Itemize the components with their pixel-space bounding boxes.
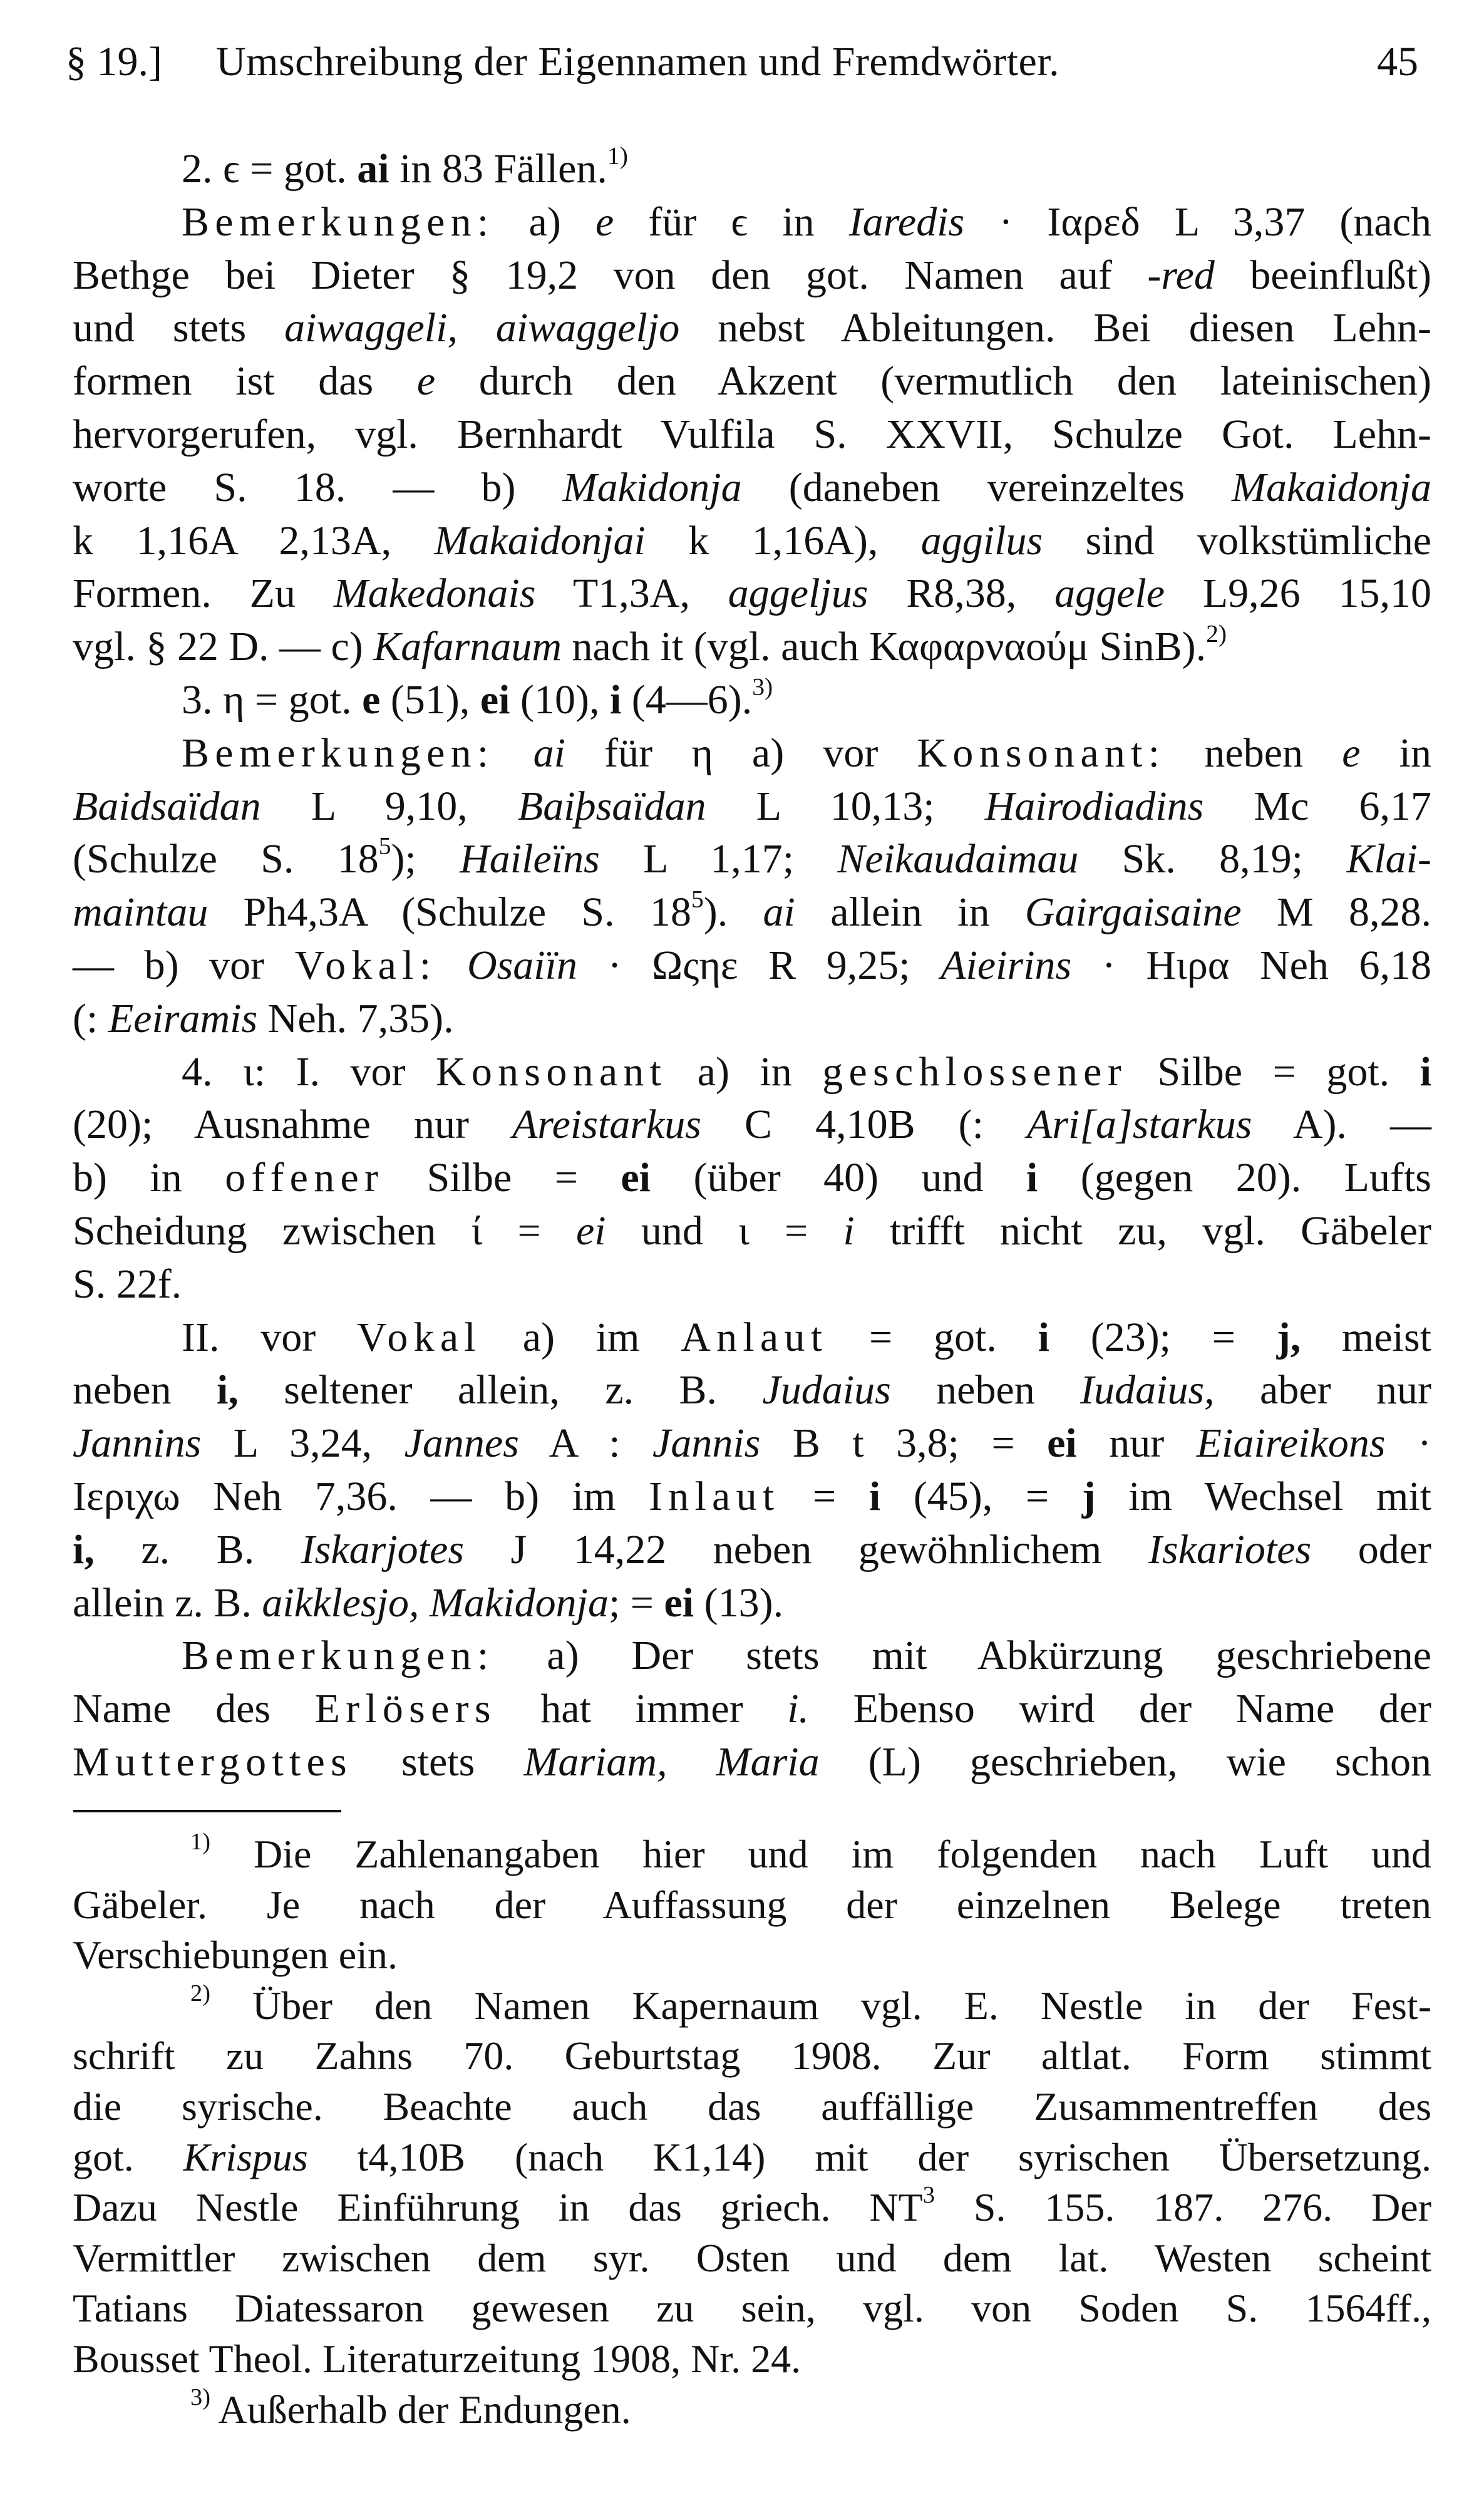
text-line [73, 249, 1431, 302]
footnote-line [73, 2132, 1431, 2183]
footnote-divider [73, 1810, 341, 1812]
text-run: im Wechsel mit [1095, 1473, 1431, 1519]
italic-term: ei [575, 1207, 606, 1254]
text-run: 2. ϵ = got. [182, 146, 358, 192]
text-run: (10), [510, 676, 610, 723]
gothic-letter: ei [480, 676, 510, 723]
text-run: 4. ι: I. vor [182, 1048, 436, 1095]
footnote-line [73, 2082, 1431, 2132]
text-run: B t 3,8; = [760, 1420, 1048, 1467]
text-run: (45), = [880, 1473, 1082, 1519]
text-run: k 1,16A 2,13A, [73, 517, 435, 564]
text-line [73, 567, 1431, 621]
text-run: stets [352, 1738, 524, 1785]
italic-term: Makaidonja [1232, 464, 1431, 510]
text-run: neben [73, 1367, 217, 1413]
italic-term: Hairodiadins [984, 783, 1204, 829]
gothic-letter: i [1026, 1155, 1038, 1201]
italic-term: Makedonais [333, 571, 536, 617]
italic-term: Kafarnaum [373, 624, 562, 670]
text-run: (4—6). [621, 676, 753, 723]
italic-term: Haileïns [460, 836, 600, 882]
text-run: Gäbeler. Je nach der Auffassung der einzelnen Belege treten [73, 1882, 1431, 1927]
text-run: hat immer [496, 1686, 788, 1732]
gothic-letter: i, [73, 1526, 95, 1573]
text-run: nebst Ableitungen. Bei diesen Lehn- [679, 305, 1431, 351]
text-run: T1,3A, [535, 571, 728, 617]
text-run: (13). [694, 1579, 784, 1626]
text-run: (Schulze S. 18 [73, 836, 379, 882]
footnote-marker: 5 [378, 832, 391, 860]
text-run: für η a) vor [565, 730, 917, 776]
italic-term: e [1342, 730, 1361, 776]
text-line [73, 780, 1431, 834]
text-run: b) in [73, 1155, 225, 1201]
italic-term: ai [533, 730, 565, 776]
text-run: allein z. B. [73, 1579, 262, 1626]
running-header [66, 36, 1418, 89]
text-run: schrift zu Zahns 70. Geburtstag 1908. Zur altlat. Form stimmt [73, 2033, 1431, 2079]
italic-term: aggele [1054, 571, 1165, 617]
text-run: S. 22f. [73, 1261, 182, 1307]
text-run: L9,26 15,10 [1165, 571, 1431, 617]
spaced-emphasis: Vokal [356, 1314, 482, 1360]
text-line [73, 674, 1431, 727]
text-run: Name des [73, 1686, 315, 1732]
text-run: für ϵ in [614, 199, 849, 245]
text-run: ); [391, 836, 460, 882]
text-run: L 1,17; [599, 836, 838, 882]
text-run: got. [73, 2134, 183, 2179]
text-run: sind volkstümliche [1043, 517, 1431, 564]
text-line [73, 1205, 1431, 1258]
italic-term: e [595, 199, 614, 245]
spaced-emphasis: Vokal: [294, 942, 437, 988]
text-run: Formen. Zu [73, 571, 334, 617]
text-run: Ebenso wird der Name der [809, 1686, 1431, 1732]
footnote-line [73, 2031, 1431, 2082]
text-run: ; = [608, 1579, 664, 1626]
text-line [73, 621, 1431, 674]
text-line [73, 462, 1431, 515]
text-run: Neh. 7,35). [257, 995, 454, 1041]
text-run: Über den Namen Kapernaum vgl. E. Nestle in der Fest- [210, 1983, 1431, 2028]
text-line [73, 408, 1431, 462]
page-number: 45 [1377, 39, 1418, 85]
text-line [73, 1683, 1431, 1736]
text-run: C 4,10B (: [701, 1102, 1028, 1148]
text-run: L 10,13; [706, 783, 985, 829]
text-run: Dazu Nestle Einführung in das griech. NT [73, 2185, 923, 2230]
footnote-line [73, 1829, 1431, 1880]
text-run: Sk. 8,19; [1078, 836, 1347, 882]
text-run: aber nur [1214, 1367, 1431, 1413]
footnote-marker: 1) [190, 1829, 210, 1856]
italic-term: aggilus [920, 517, 1043, 564]
text-run: Mc 6,17 [1203, 783, 1432, 829]
italic-term: Eiaireikons [1196, 1420, 1386, 1467]
text-run: II. vor [182, 1314, 357, 1360]
italic-term: maintau [73, 889, 209, 936]
text-run: und ι = [605, 1207, 843, 1254]
text-run: nur [1076, 1420, 1197, 1467]
text-run: hervorgerufen, vgl. Bernhardt Vulfila S. XXVII, Schulze Got. Lehn- [73, 411, 1431, 457]
spaced-emphasis: Erlösers [314, 1686, 497, 1732]
italic-term: ai [763, 889, 795, 936]
text-run: = [780, 1473, 869, 1519]
text-run: a) Der stets mit Abkürzung geschriebene [494, 1633, 1431, 1679]
spaced-emphasis: geschlossener [822, 1048, 1127, 1095]
italic-term: Makaidonjai [434, 517, 646, 564]
text-run: a) im [481, 1314, 681, 1360]
text-run: formen ist das [73, 358, 417, 405]
text-line [73, 1098, 1431, 1152]
text-run: 3. η = got. [182, 676, 363, 723]
italic-term: Klai- [1346, 836, 1431, 882]
footnote-marker: 2) [190, 1980, 210, 2007]
text-run: Silbe = got. [1126, 1048, 1420, 1095]
text-line [73, 1258, 1431, 1311]
text-run: (51), [380, 676, 480, 723]
text-line [73, 886, 1431, 939]
text-line [73, 515, 1431, 568]
text-run: nach it (vgl. auch Καφαρναούμ SinB). [562, 624, 1207, 670]
text-run: Verschiebungen ein. [73, 1933, 398, 1978]
text-run: Ιεριχω Neh 7,36. — b) im [73, 1473, 649, 1519]
spaced-emphasis: Bemerkungen: [182, 730, 495, 776]
footnote-line [73, 1930, 1431, 1981]
italic-term: Baidsaïdan [73, 783, 261, 829]
spaced-emphasis: Konsonant [436, 1048, 667, 1095]
gothic-letter: j [1081, 1473, 1096, 1519]
text-run: (über 40) und [651, 1155, 1026, 1201]
footnote-line [73, 1880, 1431, 1931]
text-line [73, 727, 1431, 780]
italic-term: aggeljus [728, 571, 868, 617]
text-run: · [1385, 1420, 1431, 1467]
footnote-marker: 1) [607, 142, 628, 170]
text-line [73, 833, 1431, 886]
italic-term: Areistarkus [512, 1102, 701, 1148]
text-run: beeinflußt) [1214, 252, 1431, 298]
text-run: worte S. 18. — b) [73, 464, 563, 510]
main-text [73, 143, 1431, 1789]
running-title: Umschreibung der Eigennamen und Fremdwörter. [216, 39, 1060, 85]
text-run: · Ωςηε R 9,25; [577, 942, 941, 988]
text-line [73, 1364, 1431, 1417]
text-run: (23); = [1049, 1314, 1277, 1360]
footnote-line [73, 1981, 1431, 2032]
text-run: z. B. [94, 1526, 301, 1573]
text-run: (: [73, 995, 108, 1041]
text-run: trifft nicht zu, vgl. Gäbeler [854, 1207, 1431, 1254]
section-reference: § 19.] [66, 39, 162, 85]
italic-term: Iskarjotes [301, 1526, 464, 1573]
text-run: Außerhalb der Endungen. [210, 2387, 631, 2432]
text-line [73, 143, 1431, 196]
text-run: S. 155. 187. 276. Der [934, 2185, 1432, 2230]
text-run: die syrische. Beachte auch das auffällige Zusammentreffen des [73, 2084, 1431, 2129]
text-line [73, 939, 1431, 993]
italic-term: i [843, 1207, 855, 1254]
italic-term: Jannis [652, 1420, 761, 1467]
footnote-marker: 3 [922, 2182, 935, 2209]
italic-term: aikklesjo, Makidonja [262, 1579, 609, 1626]
text-run: (daneben vereinzeltes [741, 464, 1232, 510]
italic-term: e [416, 358, 436, 405]
footnote-marker: 5 [691, 885, 704, 913]
text-run: seltener allein, z. B. [238, 1367, 763, 1413]
footnote-line [73, 2334, 1431, 2385]
italic-term: Judaius [762, 1367, 891, 1413]
text-run: allein in [795, 889, 1025, 936]
text-run: (20); Ausnahme nur [73, 1102, 513, 1148]
gothic-letter: i, [216, 1367, 239, 1413]
text-run: in [1360, 730, 1431, 776]
italic-term: Eeiramis [108, 995, 258, 1041]
gothic-letter: j, [1276, 1314, 1301, 1360]
text-run: Vermittler zwischen dem syr. Osten und dem lat. Westen scheint [73, 2235, 1431, 2280]
text-run: A). — [1252, 1102, 1432, 1148]
italic-term: Mariam, Maria [523, 1738, 820, 1785]
text-run: t4,10B (nach K1,14) mit der syrischen Übersetzung. [307, 2134, 1432, 2179]
text-run: (gegen 20). Lufts [1038, 1155, 1431, 1201]
italic-term: Jannins [73, 1420, 202, 1467]
text-line [73, 355, 1431, 408]
italic-term: Ari[a]starkus [1027, 1102, 1252, 1148]
text-run [494, 730, 533, 776]
italic-term: Aieirins [940, 942, 1072, 988]
footnote-line [73, 2182, 1431, 2233]
text-run: (L) geschrieben, wie schon [819, 1738, 1431, 1785]
text-line [73, 1417, 1431, 1470]
text-line [73, 1524, 1431, 1577]
italic-term: aiwaggeli, aiwaggeljo [284, 305, 680, 351]
text-run: a) [494, 199, 595, 245]
spaced-emphasis: Bemerkungen: [182, 199, 495, 245]
footnote-line [73, 2233, 1431, 2284]
spaced-emphasis: Bemerkungen: [182, 1633, 495, 1679]
text-line [73, 1470, 1431, 1524]
text-run: Scheidung zwischen ί = [73, 1207, 576, 1254]
italic-term: Baiþsaïdan [517, 783, 706, 829]
text-run: Ph4,3A (Schulze S. 18 [208, 889, 691, 936]
italic-term: Jannes [404, 1420, 519, 1467]
italic-term: i. [787, 1686, 810, 1732]
italic-term: Iudaius, [1080, 1367, 1215, 1413]
text-run: k 1,16A), [645, 517, 921, 564]
text-run: — b) vor [73, 942, 295, 988]
text-run: Silbe = [384, 1155, 621, 1201]
text-run: in 83 Fällen. [389, 146, 607, 192]
italic-term: Iaredis [848, 199, 965, 245]
footnote-marker: 2) [1206, 619, 1227, 648]
text-run: Die Zahlenangaben hier und im folgenden nach Luft und [210, 1832, 1431, 1876]
gothic-letter: i [868, 1473, 881, 1519]
italic-term: Makidonja [562, 464, 742, 510]
text-run: · Ηιρα Neh 6,18 [1071, 942, 1431, 988]
spaced-emphasis: Konsonant: [917, 730, 1166, 776]
text-run: L 3,24, [201, 1420, 404, 1467]
text-run: · Ιαρεδ L 3,37 (nach [964, 199, 1431, 245]
text-line [73, 1311, 1431, 1365]
footnote-marker: 3) [190, 2384, 210, 2410]
italic-term: Krispus [183, 2134, 308, 2179]
gothic-letter: ei [664, 1579, 694, 1626]
text-run: und stets [73, 305, 285, 351]
spaced-emphasis: offener [225, 1155, 384, 1201]
gothic-letter: i [1038, 1314, 1049, 1360]
gothic-letter: i [609, 676, 622, 723]
footnote-line [73, 2385, 1431, 2435]
text-line [73, 196, 1431, 249]
footnotes [73, 1829, 1431, 2435]
italic-term: Gairgaisaine [1024, 889, 1242, 936]
text-line [73, 1736, 1431, 1789]
footnote-line [73, 2283, 1431, 2334]
text-run: vgl. § 22 D. — c) [73, 624, 374, 670]
text-run: durch den Akzent (vermutlich den lateinischen) [435, 358, 1431, 405]
text-run: L 9,10, [260, 783, 518, 829]
text-run: Bethge bei Dieter § 19,2 von den got. Namen auf [73, 252, 1148, 298]
text-run: R8,38, [868, 571, 1055, 617]
gothic-letter: ai [357, 146, 389, 192]
text-line [73, 302, 1431, 355]
text-run: oder [1311, 1526, 1431, 1573]
text-run: neben [890, 1367, 1081, 1413]
text-line [73, 1046, 1431, 1099]
italic-term: -red [1147, 252, 1215, 298]
gothic-letter: i [1420, 1048, 1431, 1095]
text-run: meist [1301, 1314, 1431, 1360]
text-line [73, 993, 1431, 1046]
text-run: a) in [667, 1048, 823, 1095]
gothic-letter: ei [1047, 1420, 1077, 1467]
text-line [73, 1152, 1431, 1205]
text-run: ). [703, 889, 763, 936]
text-run: J 14,22 neben gewöhnlichem [464, 1526, 1148, 1573]
text-run: Bousset Theol. Literaturzeitung 1908, Nr. 24. [73, 2336, 801, 2381]
text-line [73, 1630, 1431, 1683]
text-run: M 8,28. [1241, 889, 1431, 936]
text-run: neben [1165, 730, 1342, 776]
text-run [436, 943, 467, 988]
text-run: = got. [828, 1314, 1038, 1360]
spaced-emphasis: Muttergottes [73, 1738, 353, 1785]
footnote-marker: 3) [752, 673, 773, 701]
text-line [73, 1577, 1431, 1630]
text-run: A : [518, 1420, 653, 1467]
text-run: Tatians Diatessaron gewesen zu sein, vgl. von Soden S. 1564ff., [73, 2286, 1431, 2331]
spaced-emphasis: Anlaut [681, 1314, 828, 1360]
italic-term: Osaiïn [466, 942, 577, 988]
italic-term: Iskariotes [1148, 1526, 1312, 1573]
italic-term: Neikaudaimau [837, 836, 1079, 882]
spaced-emphasis: Inlaut [649, 1473, 780, 1519]
gothic-letter: e [362, 676, 381, 723]
gothic-letter: ei [621, 1155, 651, 1201]
